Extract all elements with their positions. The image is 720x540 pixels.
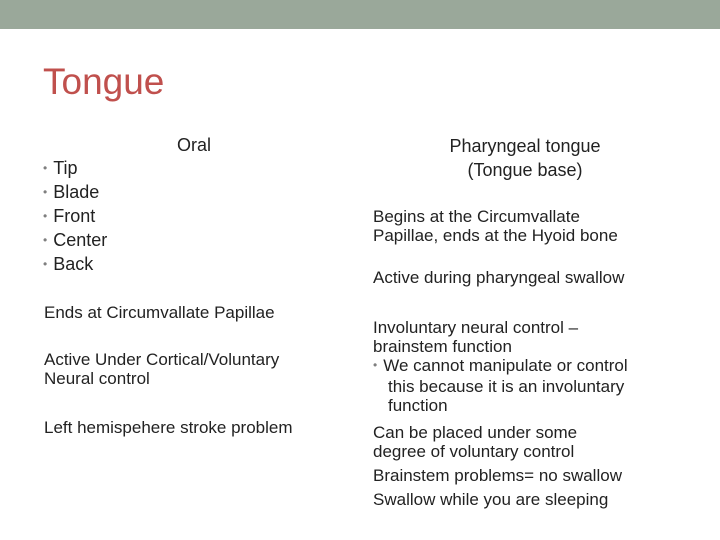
pharyngeal-begins-text: Begins at the Circumvallate Papillae, ends at the Hyoid bone: [373, 207, 618, 245]
oral-ends-text: Ends at Circumvallate Papillae: [44, 303, 275, 322]
oral-heading: Oral: [177, 135, 212, 155]
oral-active-text: Active Under Cortical/Voluntary Neural control: [44, 350, 280, 388]
slide-title: Tongue: [43, 61, 165, 102]
header-bar: [0, 0, 720, 29]
pharyngeal-involuntary-block: Involuntary neural control – brainstem function • We cannot manipulate or control this because it is an involuntary function: [373, 318, 628, 415]
list-item: • Blade: [43, 182, 100, 202]
list-item: • Center: [43, 230, 108, 250]
pharyngeal-placed-text: Can be placed under some degree of voluntary control: [373, 423, 578, 461]
list-item: • Tip: [43, 158, 78, 178]
bullet-icon: •: [373, 358, 378, 372]
bullet-icon: •: [43, 257, 48, 271]
bullet-icon: •: [43, 209, 48, 223]
oral-stroke-text: Left hemispehere stroke problem: [44, 418, 293, 437]
list-item: • We cannot manipulate or control: [373, 356, 628, 375]
bullet-icon: •: [43, 161, 48, 175]
bullet-icon: •: [43, 233, 48, 247]
bullet-icon: •: [43, 185, 48, 199]
pharyngeal-active-text: Active during pharyngeal swallow: [373, 268, 625, 287]
oral-parts-list: [43, 156, 107, 276]
pharyngeal-brainstem-text: Brainstem problems= no swallow: [373, 466, 622, 485]
pharyngeal-sleeping-text: Swallow while you are sleeping: [373, 490, 609, 509]
list-item: • Front: [43, 206, 96, 226]
pharyngeal-heading: Pharyngeal tongue (Tongue base): [449, 136, 601, 180]
list-item: • Back: [43, 254, 94, 274]
